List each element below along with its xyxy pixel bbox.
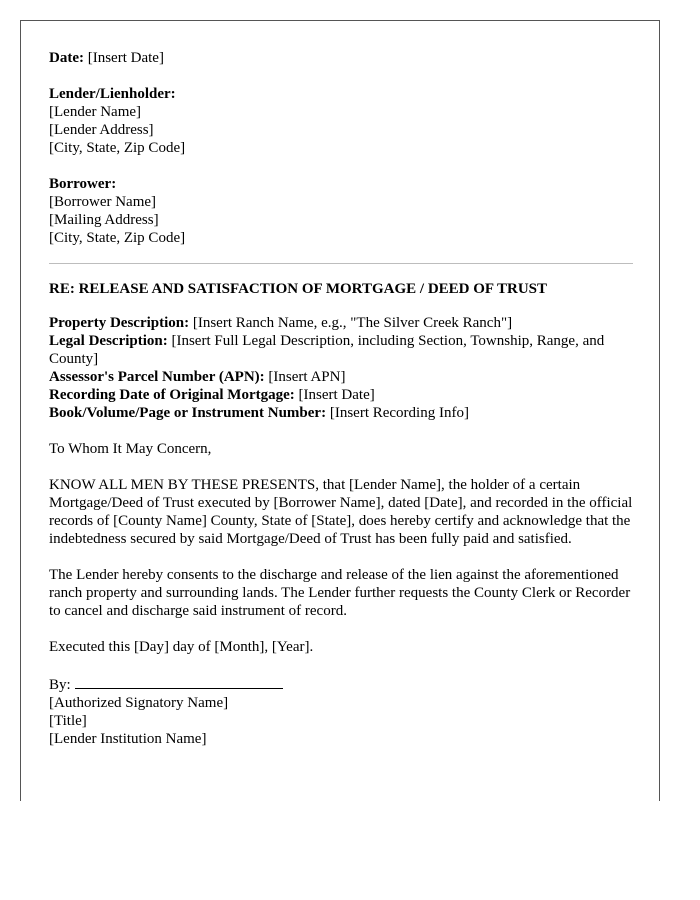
lender-block <box>49 85 633 157</box>
recording-date-line <box>49 386 633 404</box>
salutation: To Whom It May Concern, <box>49 441 212 457</box>
executed-line: Executed this [Day] day of [Month], [Year]. <box>49 639 314 655</box>
date-value: [Insert Date] <box>87 50 164 66</box>
apn-value: [Insert APN] <box>268 369 346 385</box>
recording-date-value: [Insert Date] <box>298 387 375 403</box>
borrower-city-state-zip: [City, State, Zip Code] <box>49 230 186 246</box>
signatory-name: [Authorized Signatory Name] <box>49 695 229 711</box>
signature-by-label: By: <box>49 677 71 693</box>
lender-label: Lender/Lienholder: <box>49 86 176 102</box>
document-content <box>49 49 633 766</box>
legal-description-line <box>49 332 633 368</box>
property-description-line <box>49 314 633 332</box>
signature-block <box>49 674 633 748</box>
lender-institution-name: [Lender Institution Name] <box>49 731 207 747</box>
signatory-title: [Title] <box>49 713 87 729</box>
legal-description-value: [Insert Full Legal Description, including Section, Township, Range, and County] <box>49 333 605 367</box>
date-line <box>49 49 633 67</box>
lender-address: [Lender Address] <box>49 122 154 138</box>
lender-name: [Lender Name] <box>49 104 142 120</box>
borrower-label: Borrower: <box>49 176 117 192</box>
signature-underline <box>75 674 283 689</box>
apn-label: Assessor's Parcel Number (APN): <box>49 369 265 385</box>
book-volume-line <box>49 404 633 422</box>
book-volume-value: [Insert Recording Info] <box>329 405 469 421</box>
property-description-value: [Insert Ranch Name, e.g., "The Silver Creek Ranch"] <box>192 315 513 331</box>
apn-line <box>49 368 633 386</box>
section-divider <box>49 263 633 264</box>
release-paragraph: KNOW ALL MEN BY THESE PRESENTS, that [Lender Name], the holder of a certain Mortgage/Deed of Trust executed by [Borrower Name], dated [Date], and recorded in the official records of [County Name] County, State of [State], does hereby certify and acknowledge that the indebtedness secured by said Mortgage/Deed of Trust has been fully paid and satisfied. <box>49 477 633 547</box>
lender-city-state-zip: [City, State, Zip Code] <box>49 140 186 156</box>
legal-description-label: Legal Description: <box>49 333 168 349</box>
consent-paragraph: The Lender hereby consents to the discharge and release of the lien against the aforementioned ranch property and surrounding lands. The Lender further requests the County Clerk or Recorder to cancel and discharge said instrument of record. <box>49 567 631 619</box>
book-volume-label: Book/Volume/Page or Instrument Number: <box>49 405 327 421</box>
borrower-address: [Mailing Address] <box>49 212 159 228</box>
recording-date-label: Recording Date of Original Mortgage: <box>49 387 295 403</box>
borrower-block <box>49 175 633 247</box>
date-label: Date: <box>49 50 84 66</box>
document-page <box>20 20 660 801</box>
subject-heading: RE: RELEASE AND SATISFACTION OF MORTGAGE / DEED OF TRUST <box>49 281 548 297</box>
borrower-name: [Borrower Name] <box>49 194 157 210</box>
signature-by-line <box>49 674 633 694</box>
property-description-label: Property Description: <box>49 315 190 331</box>
property-details <box>49 314 633 422</box>
date-block <box>49 49 633 67</box>
